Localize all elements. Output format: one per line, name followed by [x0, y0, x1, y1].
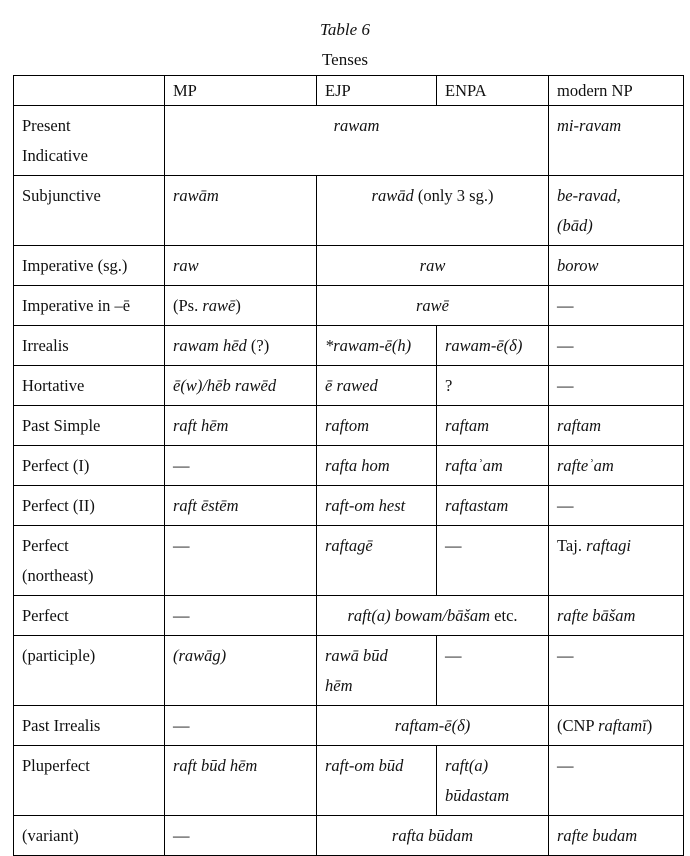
row-label: Subjunctive [14, 176, 165, 246]
cell-modern-np: — [549, 286, 684, 326]
row-label: Hortative [14, 366, 165, 406]
note: (?) [246, 336, 270, 355]
cell-mp: — [165, 706, 317, 746]
row-imperative-sg [14, 246, 684, 286]
table-number: Table 6 [320, 20, 370, 39]
form-line: be-ravad, [557, 186, 621, 205]
cell-mp: — [165, 816, 317, 856]
cell-mp: raft ēstēm [165, 486, 317, 526]
cell-modern-np: rafte budam [549, 816, 684, 856]
cell-modern-np [549, 706, 684, 746]
row-label-line: Present [22, 116, 71, 135]
cell-modern-np: borow [549, 246, 684, 286]
row-hortative [14, 366, 684, 406]
header-mp: MP [165, 76, 317, 106]
cell-modern-np [549, 176, 684, 246]
row-perfect-2 [14, 486, 684, 526]
cell-modern-np: — [549, 746, 684, 816]
cell-ejp: raft-om būd [317, 746, 437, 816]
form: raft(a) bowam/bāšam [347, 606, 491, 625]
suffix: ) [646, 716, 653, 735]
cell-enpa: — [437, 636, 549, 706]
cell-modern-np: — [549, 486, 684, 526]
form-line: raft(a) [445, 756, 489, 775]
form: rawam hēd [173, 336, 247, 355]
form-line: hēm [325, 676, 353, 695]
prefix: (Ps. [173, 296, 203, 315]
row-variant [14, 816, 684, 856]
row-label-line: Perfect [22, 536, 69, 555]
cell-mp: — [165, 446, 317, 486]
cell-enpa: rawam-ē(δ) [437, 326, 549, 366]
cell-modern-np: — [549, 366, 684, 406]
form-line: būdastam [445, 786, 510, 805]
row-participle [14, 636, 684, 706]
row-label: Imperative (sg.) [14, 246, 165, 286]
header-empty [14, 76, 165, 106]
row-pluperfect [14, 746, 684, 816]
cell-ejp: raftom [317, 406, 437, 446]
form: rawē [202, 296, 236, 315]
cell-ejp [317, 636, 437, 706]
cell-mp: raw [165, 246, 317, 286]
cell-enpa: — [437, 526, 549, 596]
row-imperative-e [14, 286, 684, 326]
cell-mp: raft būd hēm [165, 746, 317, 816]
cell-mp: — [165, 526, 317, 596]
cell-ejp-enpa: raw [317, 246, 549, 286]
header-ejp: EJP [317, 76, 437, 106]
form: rawād [371, 186, 414, 205]
cell-modern-np: mi-ravam [549, 106, 684, 176]
cell-mp: rawām [165, 176, 317, 246]
note: (only 3 sg.) [413, 186, 494, 205]
row-label: Pluperfect [14, 746, 165, 816]
suffix: ) [235, 296, 241, 315]
cell-ejp-enpa: rafta būdam [317, 816, 549, 856]
cell-modern-np: — [549, 326, 684, 366]
cell-mp: ē(w)/hēb rawēd [165, 366, 317, 406]
row-label [14, 526, 165, 596]
row-perfect-1 [14, 446, 684, 486]
form: raftagi [586, 536, 632, 555]
cell-mp: — [165, 596, 317, 636]
row-label: (participle) [14, 636, 165, 706]
cell-mp [165, 326, 317, 366]
cell-ejp: raftagē [317, 526, 437, 596]
row-label-line: Indicative [22, 146, 88, 165]
cell-ejp-enpa: rawē [317, 286, 549, 326]
cell-ejp: *rawam-ē(h) [317, 326, 437, 366]
cell-mp [165, 286, 317, 326]
row-label: (variant) [14, 816, 165, 856]
cell-modern-np: — [549, 636, 684, 706]
cell-ejp-enpa: raftam-ē(δ) [317, 706, 549, 746]
row-label: Past Simple [14, 406, 165, 446]
cell-ejp-enpa [317, 596, 549, 636]
cell-ejp: rafta hom [317, 446, 437, 486]
row-label: Imperative in –ē [14, 286, 165, 326]
form-line: rawā būd [325, 646, 388, 665]
suffix: etc. [490, 606, 518, 625]
header-row [14, 76, 684, 106]
row-perfect-participle [14, 596, 684, 636]
row-label: Irrealis [14, 326, 165, 366]
cell-mp: (rawāg) [165, 636, 317, 706]
row-past-irrealis [14, 706, 684, 746]
cell-enpa: ? [437, 366, 549, 406]
form-line: (bād) [557, 216, 593, 235]
table-title: Tenses [321, 50, 369, 69]
cell-enpa: raftastam [437, 486, 549, 526]
tenses-table [13, 75, 684, 856]
cell-modern-np: raftam [549, 406, 684, 446]
form: raftamī [598, 716, 647, 735]
cell-modern-np [549, 526, 684, 596]
cell-ejp: ē rawed [317, 366, 437, 406]
cell-enpa: raftaʾam [437, 446, 549, 486]
cell-ejp: raft-om hest [317, 486, 437, 526]
cell-enpa [437, 746, 549, 816]
header-modern-np: modern NP [549, 76, 684, 106]
cell-mp-ejp-enpa: rawam [165, 106, 549, 176]
header-enpa: ENPA [437, 76, 549, 106]
cell-ejp-enpa [317, 176, 549, 246]
cell-mp: raft hēm [165, 406, 317, 446]
cell-modern-np: rafteʾam [549, 446, 684, 486]
cell-enpa: raftam [437, 406, 549, 446]
cell-modern-np: rafte bāšam [549, 596, 684, 636]
row-label: Past Irrealis [14, 706, 165, 746]
row-label: Perfect [14, 596, 165, 636]
row-label [14, 106, 165, 176]
row-label: Perfect (I) [14, 446, 165, 486]
row-label-line: (northeast) [22, 566, 94, 585]
row-past-simple [14, 406, 684, 446]
prefix: (CNP [557, 716, 599, 735]
row-perfect-northeast [14, 526, 684, 596]
row-label: Perfect (II) [14, 486, 165, 526]
row-present-indicative [14, 106, 684, 176]
row-subjunctive [14, 176, 684, 246]
row-irrealis [14, 326, 684, 366]
prefix: Taj. [557, 536, 587, 555]
